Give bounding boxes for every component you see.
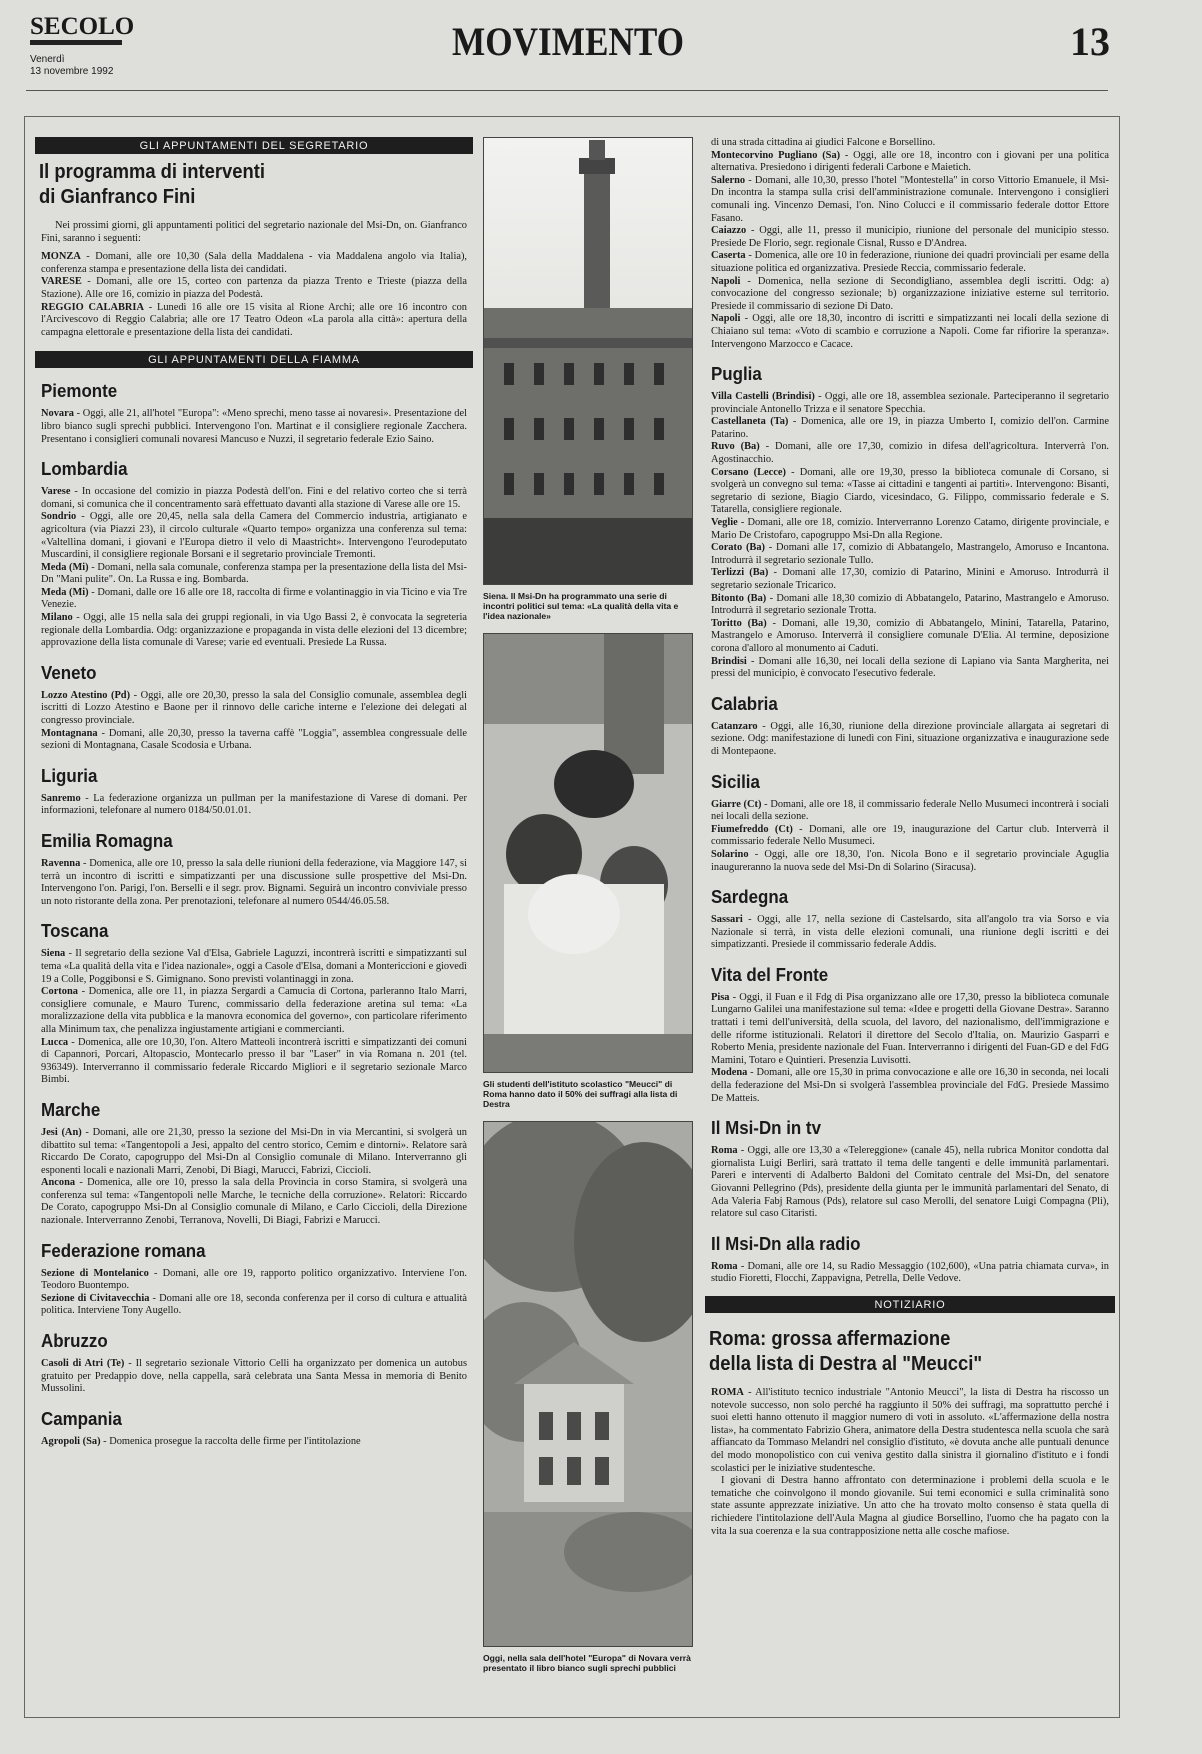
region-heading: Lombardia <box>41 459 128 480</box>
entry-text: - Domani, alle ore 17,30, comizio in difesa dell'agricoltura. Interverrà l'on. Agostinacchio. <box>711 441 1109 466</box>
entry-location: Meda (Mi) <box>41 561 89 573</box>
appointment-entry <box>711 849 1109 874</box>
entry-location: Lozzo Atestino (Pd) <box>41 689 131 701</box>
entry-text: - Oggi, alle ore 18,30, l'on. Nicola Bono e il segretario provinciale Aguglia inaugureranno la nuova sede del Msi-Dn di Solarino (Siracusa). <box>711 848 1109 873</box>
band-segretario: GLI APPUNTAMENTI DEL SEGRETARIO <box>35 137 473 154</box>
entry-location: Solarino <box>711 848 749 860</box>
siena-tower-image <box>484 138 693 585</box>
students-image <box>484 634 693 1073</box>
band-fiamma: GLI APPUNTAMENTI DELLA FIAMMA <box>35 351 473 368</box>
appointment-entry <box>711 1145 1109 1221</box>
appointment-entry <box>41 276 467 301</box>
photo-students <box>483 633 693 1073</box>
appointment-entry <box>711 1261 1109 1286</box>
entry-location: REGGIO CALABRIA <box>41 301 144 313</box>
caption-hotel: Oggi, nella sala dell'hotel "Europa" di Novara verrà presentato il libro bianco sugli sprechi pubblici <box>483 1653 691 1673</box>
entry-text: - Oggi, alle 17, nella sezione di Castelsardo, sita all'angolo tra via Sorso e via Nazionale si terrà, in vista delle elezioni comunali, una riunione degli iscritti e dei simpatizzanti. Presiede il commissario federale Addis. <box>711 914 1109 951</box>
entry-text: - Domani alle 18,30 comizio di Abbatangelo, Patarino, Mastrangelo e Amoruso. Introdurrà il segretario sezionale Trotta. <box>711 592 1109 617</box>
entry-text: - Oggi, alle 16,30, riunione della direzione provinciale allargata ai segretari di sezione. Odg: manifestazione di lunedì con Fini, situazione organizzativa e inaugurazione sede di Montepaone. <box>711 720 1109 757</box>
entry-text: - Domani alle 17,30, comizio di Patarino, Minini e Amoruso. Introdurrà il segretario sezionale Tricarico. <box>711 567 1109 591</box>
entry-text: - Domani, dalle ore 16 alle ore 18, raccolta di firme e volantinaggio in via Ticino e via Tre Venezie. <box>41 586 467 611</box>
region-heading: Piemonte <box>41 381 118 402</box>
region-heading: Veneto <box>41 662 97 683</box>
entry-text: - Oggi, alle 15 nella sala dei gruppi regionali, in via Ugo Bassi 2, è convocata la segreteria regionale della Lombardia. Odg: organizzazione e propaganda in vista delle elezioni del 13 dicembre; approvazione della lista comunale di Varese; varie ed eventuali. Presiede La Russa. <box>41 612 467 649</box>
entry-text: - Domenica, nella sezione di Secondigliano, assemblea degli iscritti. Odg: a) convocazione del congresso sezionale; b) organizzazione iniziative esterne sul territorio. Presiede il commissario di sezione Di Dato. <box>711 275 1109 312</box>
appointment-entry <box>711 137 1109 150</box>
appointment-entry <box>711 1475 1109 1538</box>
appointment-entry <box>711 1387 1109 1475</box>
entry-location: Ancona <box>41 1177 76 1189</box>
appointment-entry <box>711 467 1109 517</box>
region-heading: Calabria <box>711 693 778 714</box>
entry-text: - Domani, alle ore 21,30, presso la sezione del Msi-Dn in via Mercantini, si svolgerà un dibattito sul tema: «Tangentopoli a Jesi, appalto del centro storico, Cemim e dintorni». Relatore sarà Riccardo De Corato, capogruppo del Msi-Dn al Consiglio comunale di Milano. Interverranno gli esponenti locali e nazionali Marri, Zenobi, Di Biagi, Marucci, Fabrizi, Ciccioli. <box>41 1126 467 1176</box>
appointment-entry <box>711 656 1109 681</box>
region-heading: Toscana <box>41 921 109 942</box>
entry-text: - Oggi, alle ore 20,30, presso la sala del Consiglio comunale, assemblea degli iscritti di Lozzo Atestino e Baone per il rinnovo delle cariche interne e l'elezione dei delegati al congresso provinciale. <box>41 689 467 727</box>
entry-text: - Domani, alle 20,30, presso la taverna caffè "Loggia", assemblea congressuale delle sezioni di Montagnana, Casale Scodosia e Urbana. <box>41 727 467 752</box>
entry-text: - Domani alle 16,30, nei locali della sezione di Lapiano via Santa Margherita, nei pressi del municipio, è convocato l'esecutivo federale. <box>711 655 1109 680</box>
region-heading: Sardegna <box>711 887 789 908</box>
entry-location: Brindisi <box>711 655 747 667</box>
region-heading: Abruzzo <box>41 1331 108 1352</box>
entry-text: - Domani, alle ore 19,30, presso la biblioteca comunale di Corsano, si svolgerà un convegno sul tema: «Tasse ai cittadini e tangenti ai partiti». Intervengono: Bisanti, segretario di sezione, Biagio Ciardo, vicesindaco, G. Filippo, commissario federale e S. Tatarella, consigliere regionale. <box>711 466 1109 516</box>
segretario-items <box>35 251 473 339</box>
campania-continued <box>705 137 1115 351</box>
entry-location: Jesi (An) <box>41 1126 82 1138</box>
entry-location: Novara <box>41 408 74 420</box>
region-heading: Puglia <box>711 364 762 385</box>
entry-location: Agropoli (Sa) <box>41 1435 101 1447</box>
entry-text: di una strada cittadina ai giudici Falcone e Borsellino. <box>711 137 936 148</box>
appointment-entry <box>41 690 467 728</box>
entry-text: - Lunedì 16 alle ore 15 visita al Rione Archi; alle ore 16 incontro con l'Arcivescovo di Reggio Calabria; alle ore 17 Teatro Odeon «La parola alla città»: apertura della campagna elettorale e presentazione della lista dei candidati. <box>41 301 467 338</box>
entry-text: - Domenica, alle ore 11, in piazza Sergardi a Camucia di Cortona, parleranno Italo Marri, consigliere comunale, e Mauro Turenc, commissario della federazione aretina sul tema: «La moralizzazione della vita pubblica e la manovra economica del governo», con particolare riferimento alla Minimum tax, che penalizza ingiustamente artigiani e commercianti. <box>41 986 467 1035</box>
appointment-entry <box>41 1358 467 1396</box>
entry-location: Catanzaro <box>711 720 758 732</box>
entry-text: - Domani, alle ore 18, il commissario federale Nello Musumeci incontrerà i sociali nei locali della sezione. <box>711 798 1109 823</box>
band-notiziario: NOTIZIARIO <box>705 1296 1115 1313</box>
appointment-entry <box>41 1268 467 1293</box>
entry-location: Bitonto (Ba) <box>711 592 767 604</box>
entry-text: - Domani, alle ore 15, corteo con partenza da piazza Trento e Trieste (piazza della Stazione). Alle ore 16, comizio in piazza del Podestà. <box>41 276 467 300</box>
appointment-entry <box>41 562 467 587</box>
entry-location: Siena <box>41 948 66 960</box>
entry-location: Castellaneta (Ta) <box>711 416 789 428</box>
appointment-entry <box>711 225 1109 250</box>
appointment-entry <box>711 175 1109 225</box>
appointment-entry <box>711 567 1109 592</box>
region-heading: Campania <box>41 1408 122 1429</box>
appointment-entry <box>711 313 1109 351</box>
entry-location: Napoli <box>711 313 741 325</box>
entry-location: Corato (Ba) <box>711 542 765 554</box>
entry-location: Veglie <box>711 517 738 529</box>
section-title: MOVIMENTO <box>452 19 685 64</box>
entry-text: - Il segretario della sezione Val d'Elsa, Gabriele Laguzzi, incontrerà iscritti e simpatizzanti sul tema «La qualità della vita e l'idea nazionale», oggi a Casole d'Elsa, domani a Montericcioni e giovedì 19 a Colle, Poggibonsi e S. Gimignano. Sono previsti volantinaggi in zona. <box>41 948 467 985</box>
entry-text: - Domenica prosegue la raccolta delle firme per l'intitolazione <box>100 1435 361 1447</box>
hotel-europa-image <box>484 1122 693 1647</box>
entry-location: Varese <box>41 486 71 498</box>
appointment-entry <box>41 302 467 340</box>
entry-text: - Oggi, alle 21, all'hotel "Europa": «Meno sprechi, meno tasse ai novaresi». Presentazione del libro bianco sugli sprechi pubblici. Intervengono l'on. Martinat e il consigliere regionale Zacchera. Presentano i consiglieri comunali novaresi Mancuso e Nuzzi, il segretario federale Ezio Saino. <box>41 408 467 445</box>
entry-location: MONZA <box>41 251 81 263</box>
newspaper-logo: SECOLO <box>30 14 134 45</box>
appointment-entry <box>711 618 1109 656</box>
appointment-entry <box>41 408 467 446</box>
entry-location: Meda (Mi) <box>41 586 89 598</box>
region-heading: Liguria <box>41 765 98 786</box>
appointment-entry <box>711 914 1109 952</box>
entry-text: - Domani, alle 10,30, presso l'hotel "Montestella" in corso Vittorio Emanuele, il Msi-Dn incontra la stampa sulla crisi dell'amministrazione comunale. Intervengono i consiglieri comunali ing. Vincenzo Demasi, l'on. Nino Colucci e il commissario federale dottor Ettore Fasano. <box>711 174 1109 224</box>
entry-location: Fiumefreddo (Ct) <box>711 823 793 835</box>
entry-location: Salerno <box>711 174 746 186</box>
entry-text: - Domenica, alle ore 10, presso la sala della Provincia in corso Stamira, si svolgerà una conferenza sul tema: «Tangentopoli nelle Marche, le tecniche della corruzione». Relatori: Riccardo De Corato, capogruppo Msi-Dn al Consiglio comunale di Milano, e Carlo Ciccioli, della Direzione nazionale. Interverranno Zenobi, Terranova, Novelli, Di Biagi, Fabrizi e Marucci. <box>41 1177 467 1227</box>
appointment-entry <box>41 1127 467 1177</box>
appointment-entry <box>41 486 467 511</box>
appointment-entry <box>41 1037 467 1087</box>
entry-location: Ruvo (Ba) <box>711 441 760 453</box>
entry-location: Lucca <box>41 1036 69 1048</box>
entry-location: Ravenna <box>41 858 81 869</box>
news-body <box>705 1387 1115 1538</box>
entry-location: Montagnana <box>41 727 98 739</box>
header-rule <box>26 90 1108 91</box>
appointment-entry <box>711 799 1109 824</box>
article-intro: Nei prossimi giorni, gli appuntamenti politici del segretario nazionale del Msi-Dn, on. Gianfranco Fini, saranno i seguenti: <box>41 220 467 244</box>
issue-day: Venerdì <box>30 54 65 65</box>
entry-location: Giarre (Ct) <box>711 798 762 810</box>
entry-location: Corsano (Lecce) <box>711 466 786 478</box>
entry-location: ROMA <box>711 1386 744 1398</box>
appointment-entry <box>711 542 1109 567</box>
entry-text: - Oggi, alle ore 18, assemblea sezionale. Parteciperanno il segretario provinciale Antonello Trizza e il senatore Specchia. <box>711 391 1109 415</box>
region-heading: Sicilia <box>711 771 760 792</box>
appointment-entry <box>711 250 1109 275</box>
entry-text: - Oggi, alle ore 13,30 a «Telereggione» (canale 45), nella rubrica Monitor condotta dal giornalista Luigi Berliri, sarà trattato il tema delle tangenti e delle immunità parlamentari. Pareri e interventi di Adalberto Baldoni del Comitato centrale del Msi-Dn, del senatore Giovanni Pellegrino (Pds), presidente della giunta per le immunità parlamentari del Senato, di Ada Valeria Fabj Ramous (Pds), relatore sul caso Merolli, del senatore Luigi Compagna (Pli), relatore sul caso Citaristi. <box>711 1145 1109 1220</box>
entry-location: Sezione di Montelanico <box>41 1267 149 1279</box>
region-heading: Marche <box>41 1099 101 1120</box>
entry-text: - La federazione organizza un pullman per la manifestazione di Varese di domani. Per informazioni, telefonare al numero 0184/50.01.01. <box>41 792 467 817</box>
appointment-entry <box>41 728 467 753</box>
news-title: Roma: grossa affermazione della lista di Destra al "Meucci" <box>709 1327 983 1375</box>
entry-text: - All'istituto tecnico industriale "Antonio Meucci", la lista di Destra ha riscosso un notevole successo, non solo perché ha raggiunto il 50% dei suffragi, ma soprattutto perché i suoi eletti hanno ottenuto il maggior numero di voti in assoluto. «L'affermazione della nostra lista», ha commentato Fabrizio Ghera, animatore della Destra studentesca nella scuola che sarà affiancato da Tommaso Melandri nel consiglio d'istituto, «è dovuta anche alle puntuali denunce del modo monopolistico con cui veniva gestito dalla sinistra il giornalino d'istituto e i fondi scolastici per le iniziative studentesche. <box>711 1386 1109 1474</box>
entry-text: - Domani, alle ore 15,30 in prima convocazione e alle ore 16,30 in seconda, nei locali della federazione del Msi-Dn si svolgerà l'assemblea provinciale del FdG. Presiede Massimo De Matteis. <box>711 1067 1109 1104</box>
appointment-entry <box>711 1067 1109 1105</box>
caption-students: Gli studenti dell'istituto scolastico "Meucci" di Roma hanno dato il 50% dei suffragi alla lista di Destra <box>483 1079 678 1109</box>
entry-text: - Oggi, alle 11, presso il municipio, riunione del personale del municipio stesso. Presiede De Florio, segr. regionale Cisnal, Russo e D'Andrea. <box>711 225 1109 249</box>
issue-date-text: 13 novembre 1992 <box>30 66 114 77</box>
entry-text: - Domenica, alle ore 10,30, l'on. Altero Matteoli incontrerà iscritti e simpatizzanti dei comuni di Capannori, Porcari, Altopascio, Montecarlo presso il bar "Laser" in via Romana n. 201 (tel. 936349). Interverranno il commissario federale Riccardo Migliori e il segretario sezionale Marco Bimbi. <box>41 1036 467 1086</box>
entry-text: - Oggi, alle ore 18, incontro con i giovani per una politica alternativa. Presiedono i dirigenti federali Carbone e Maietich. <box>711 149 1109 174</box>
entry-location: Pisa <box>711 991 730 1003</box>
entry-location: Terlizzi (Ba) <box>711 567 769 579</box>
entry-location: Sassari <box>711 914 743 926</box>
photo-column <box>479 137 699 1717</box>
entry-location: Milano <box>41 612 73 624</box>
right-column <box>705 137 1115 1717</box>
entry-text: - Oggi, il Fuan e il Fdg di Pisa organizzano alle ore 17,30, presso la biblioteca comunale Lungarno Galilei una manifestazione sul tema: «Idee e progetti della Giovane Destra». Saranno trattati i temi dell'università, della scuola, del lavoro, del nazionalismo, dell'immigrazione e delle riforme istituzionali. Relatori il direttore del Secolo d'Italia, on. Maurizio Gasparri e Roberto Menia, presidente nazionale del Fuan. Interverranno i dirigenti del Fuan-GD e del FdG Mamini, Totaro e Quintieri. Presenzia Luvisotti. <box>711 991 1109 1066</box>
appointment-entry <box>41 251 467 276</box>
entry-text: - Domani, nella sala comunale, conferenza stampa per la presentazione della lista del Msi-Dn "Mani pulite". On. La Russa e ing. Bombarda. <box>41 561 467 586</box>
entry-text: - Domani, alle 19,30, comizio di Abbatangelo, Minini, Tatarella, Patarino, Mastrangelo e Amoruso. Interverrà il consigliere comunale D'Elia. Al termine, deposizione corona d'alloro al monumento ai Caduti. <box>711 617 1109 654</box>
entry-text: - Domani alle ore 18, seconda conferenza per il corso di cultura e attualità politica. Interviene Tony Augello. <box>41 1292 467 1317</box>
entry-text: - Domani, alle ore 19, inaugurazione del Cartur club. Interverrà il commissario federale Nello Musumeci. <box>711 823 1110 848</box>
entry-location: Villa Castelli (Brindisi) <box>711 391 815 403</box>
appointment-entry <box>711 517 1109 542</box>
entry-location: Sezione di Civitavecchia <box>41 1292 150 1304</box>
entry-text: - Domenica, alle ore 19, in piazza Umberto I, comizio dell'on. Carmine Patarino. <box>711 416 1109 440</box>
entry-location: Roma <box>711 1145 738 1157</box>
photo-siena-tower <box>483 137 693 585</box>
appointment-entry <box>41 858 467 908</box>
entry-text: I giovani di Destra hanno affrontato con determinazione i problemi della scuola e le tematiche che coinvolgono il mondo giovanile. Sui temi economici e sulla criminalità sono state assunte apprezzate iniziative. Un atto che ha trovato molto consenso è stata quella di richiedere l'intitolazione dell'Aula Magna al giudice Borsellino, l'uomo che ha pagato con la vita la sua coerenza e la sua contrapposizione netta alle cosche mafiose. <box>711 1475 1109 1537</box>
right-sections <box>705 363 1115 1286</box>
entry-text: - Oggi, alle ore 18,30, incontro di iscritti e simpatizzanti nei locali della sezione di Chiaiano sul tema: «Voto di scambio e corruzione a Napoli. Come far rifiorire la speranza». Intervengono Marzocco e Cacace. <box>711 313 1109 350</box>
entry-text: - Domani alle 17, comizio di Abbatangelo, Mastrangelo, Amoruso e Incantona. Introdurrà il segretario sezionale Tullo. <box>711 542 1109 566</box>
region-heading: Federazione romana <box>41 1240 206 1261</box>
entry-text: - Domani, alle ore 18, comizio. Interverranno Lorenzo Catamo, dirigente provinciale, e Mario De Cristofaro, capogruppo Msi-Dn alla Regione. <box>711 517 1109 541</box>
appointment-entry <box>711 441 1109 466</box>
entry-text: - Il segretario sezionale Vittorio Celli ha organizzato per domenica un autobus gratuito per Predappio dove, nella cappella, sarà celebrata una Santa Messa in memoria di Benito Mussolini. <box>41 1358 467 1395</box>
appointment-entry <box>711 391 1109 416</box>
entry-location: Roma <box>711 1260 738 1272</box>
entry-text: - Domani, alle ore 19, rapporto politico organizzativo. Interviene l'on. Teodoro Buontempo. <box>41 1267 467 1292</box>
entry-text: - Domenica, alle ore 10 in federazione, riunione dei quadri provinciali per esame della situazione politica ed organizzativa. Presiede Reccia, commissario federale. <box>711 250 1109 274</box>
fiamma-sections <box>35 380 473 1448</box>
entry-text: - In occasione del comizio in piazza Podestà dell'on. Fini e del relativo corteo che si terrà domani, si comunica che il concentramento sarà effettuato davanti alla stazione di Varese alle ore 15. <box>41 486 467 510</box>
appointment-entry <box>41 1436 467 1449</box>
region-heading: Vita del Fronte <box>711 964 829 985</box>
entry-location: Cortona <box>41 986 78 998</box>
region-heading: Il Msi-Dn in tv <box>711 1118 821 1139</box>
entry-text: - Domani, alle ore 14, su Radio Messaggio (102,600), «Una patria chiamata curva», in studio Fioretti, Flocchi, Zappavigna, Petrella, Delle Vedove. <box>711 1260 1109 1285</box>
page-number: 13 <box>1070 19 1110 64</box>
left-column <box>35 137 473 1717</box>
content-frame <box>24 116 1120 1718</box>
appointment-entry <box>41 793 467 818</box>
entry-location: Montecorvino Pugliano (Sa) <box>711 149 841 161</box>
entry-text: - Domenica, alle ore 10, presso la sala delle riunioni della federazione, via Maggiore 147, si terrà un incontro di iscritti e simpatizzanti per una discussione sulle prospettive del Msi-Dn. Intervengono l'on. Parigi, l'on. Berselli e il segr. prov. Bignami. Seguirà un incontro conviviale presso un noto ristorante della zona. Per prenotazioni, telefonare al numero 0544/46.05.58. <box>41 858 467 907</box>
issue-date <box>30 54 113 78</box>
appointment-entry <box>41 948 467 986</box>
entry-location: Sondrio <box>41 511 77 523</box>
appointment-entry <box>711 150 1109 175</box>
appointment-entry <box>41 587 467 612</box>
appointment-entry <box>41 1177 467 1227</box>
appointment-entry <box>41 511 467 561</box>
article-title: Il programma di interventi di Gianfranco Fini <box>39 161 265 208</box>
photo-hotel-europa <box>483 1121 693 1647</box>
appointment-entry <box>711 824 1109 849</box>
entry-location: Napoli <box>711 275 741 287</box>
appointment-entry <box>711 416 1109 441</box>
appointment-entry <box>711 593 1109 618</box>
entry-location: Caserta <box>711 250 746 262</box>
appointment-entry <box>41 1293 467 1318</box>
caption-siena: Siena. Il Msi-Dn ha programmato una serie di incontri politici sul tema: «La qualità della vita e l'idea nazionale» <box>483 591 679 621</box>
appointment-entry <box>41 612 467 650</box>
entry-location: Sanremo <box>41 792 81 804</box>
appointment-entry <box>711 992 1109 1068</box>
entry-location: VARESE <box>41 276 82 288</box>
entry-text: - Oggi, alle ore 20,45, nella sala della Camera del Commercio industria, artigianato e agricoltura (via Piazzi 23), il circolo culturale «Quarto tempo» organizza una conferenza sul tema: «Valtellina domani, i giovani e l'Europa dietro il velo di Maastricht». Intervengono l'eurodeputato Muscardini, il consigliere regionale Borsani e il segretario provinciale Tremonti. <box>41 511 467 561</box>
entry-location: Casoli di Atri (Te) <box>41 1358 125 1370</box>
region-heading: Il Msi-Dn alla radio <box>711 1233 861 1254</box>
entry-text: - Domani, alle ore 10,30 (Sala della Maddalena - via Maddalena angolo via Italia), conferenza stampa e presentazione della lista dei candidati. <box>41 251 467 275</box>
entry-location: Modena <box>711 1067 748 1079</box>
entry-location: Caiazzo <box>711 225 747 237</box>
appointment-entry <box>41 986 467 1036</box>
appointment-entry <box>711 721 1109 759</box>
appointment-entry <box>711 276 1109 314</box>
entry-location: Toritto (Ba) <box>711 617 767 629</box>
region-heading: Emilia Romagna <box>41 831 173 851</box>
